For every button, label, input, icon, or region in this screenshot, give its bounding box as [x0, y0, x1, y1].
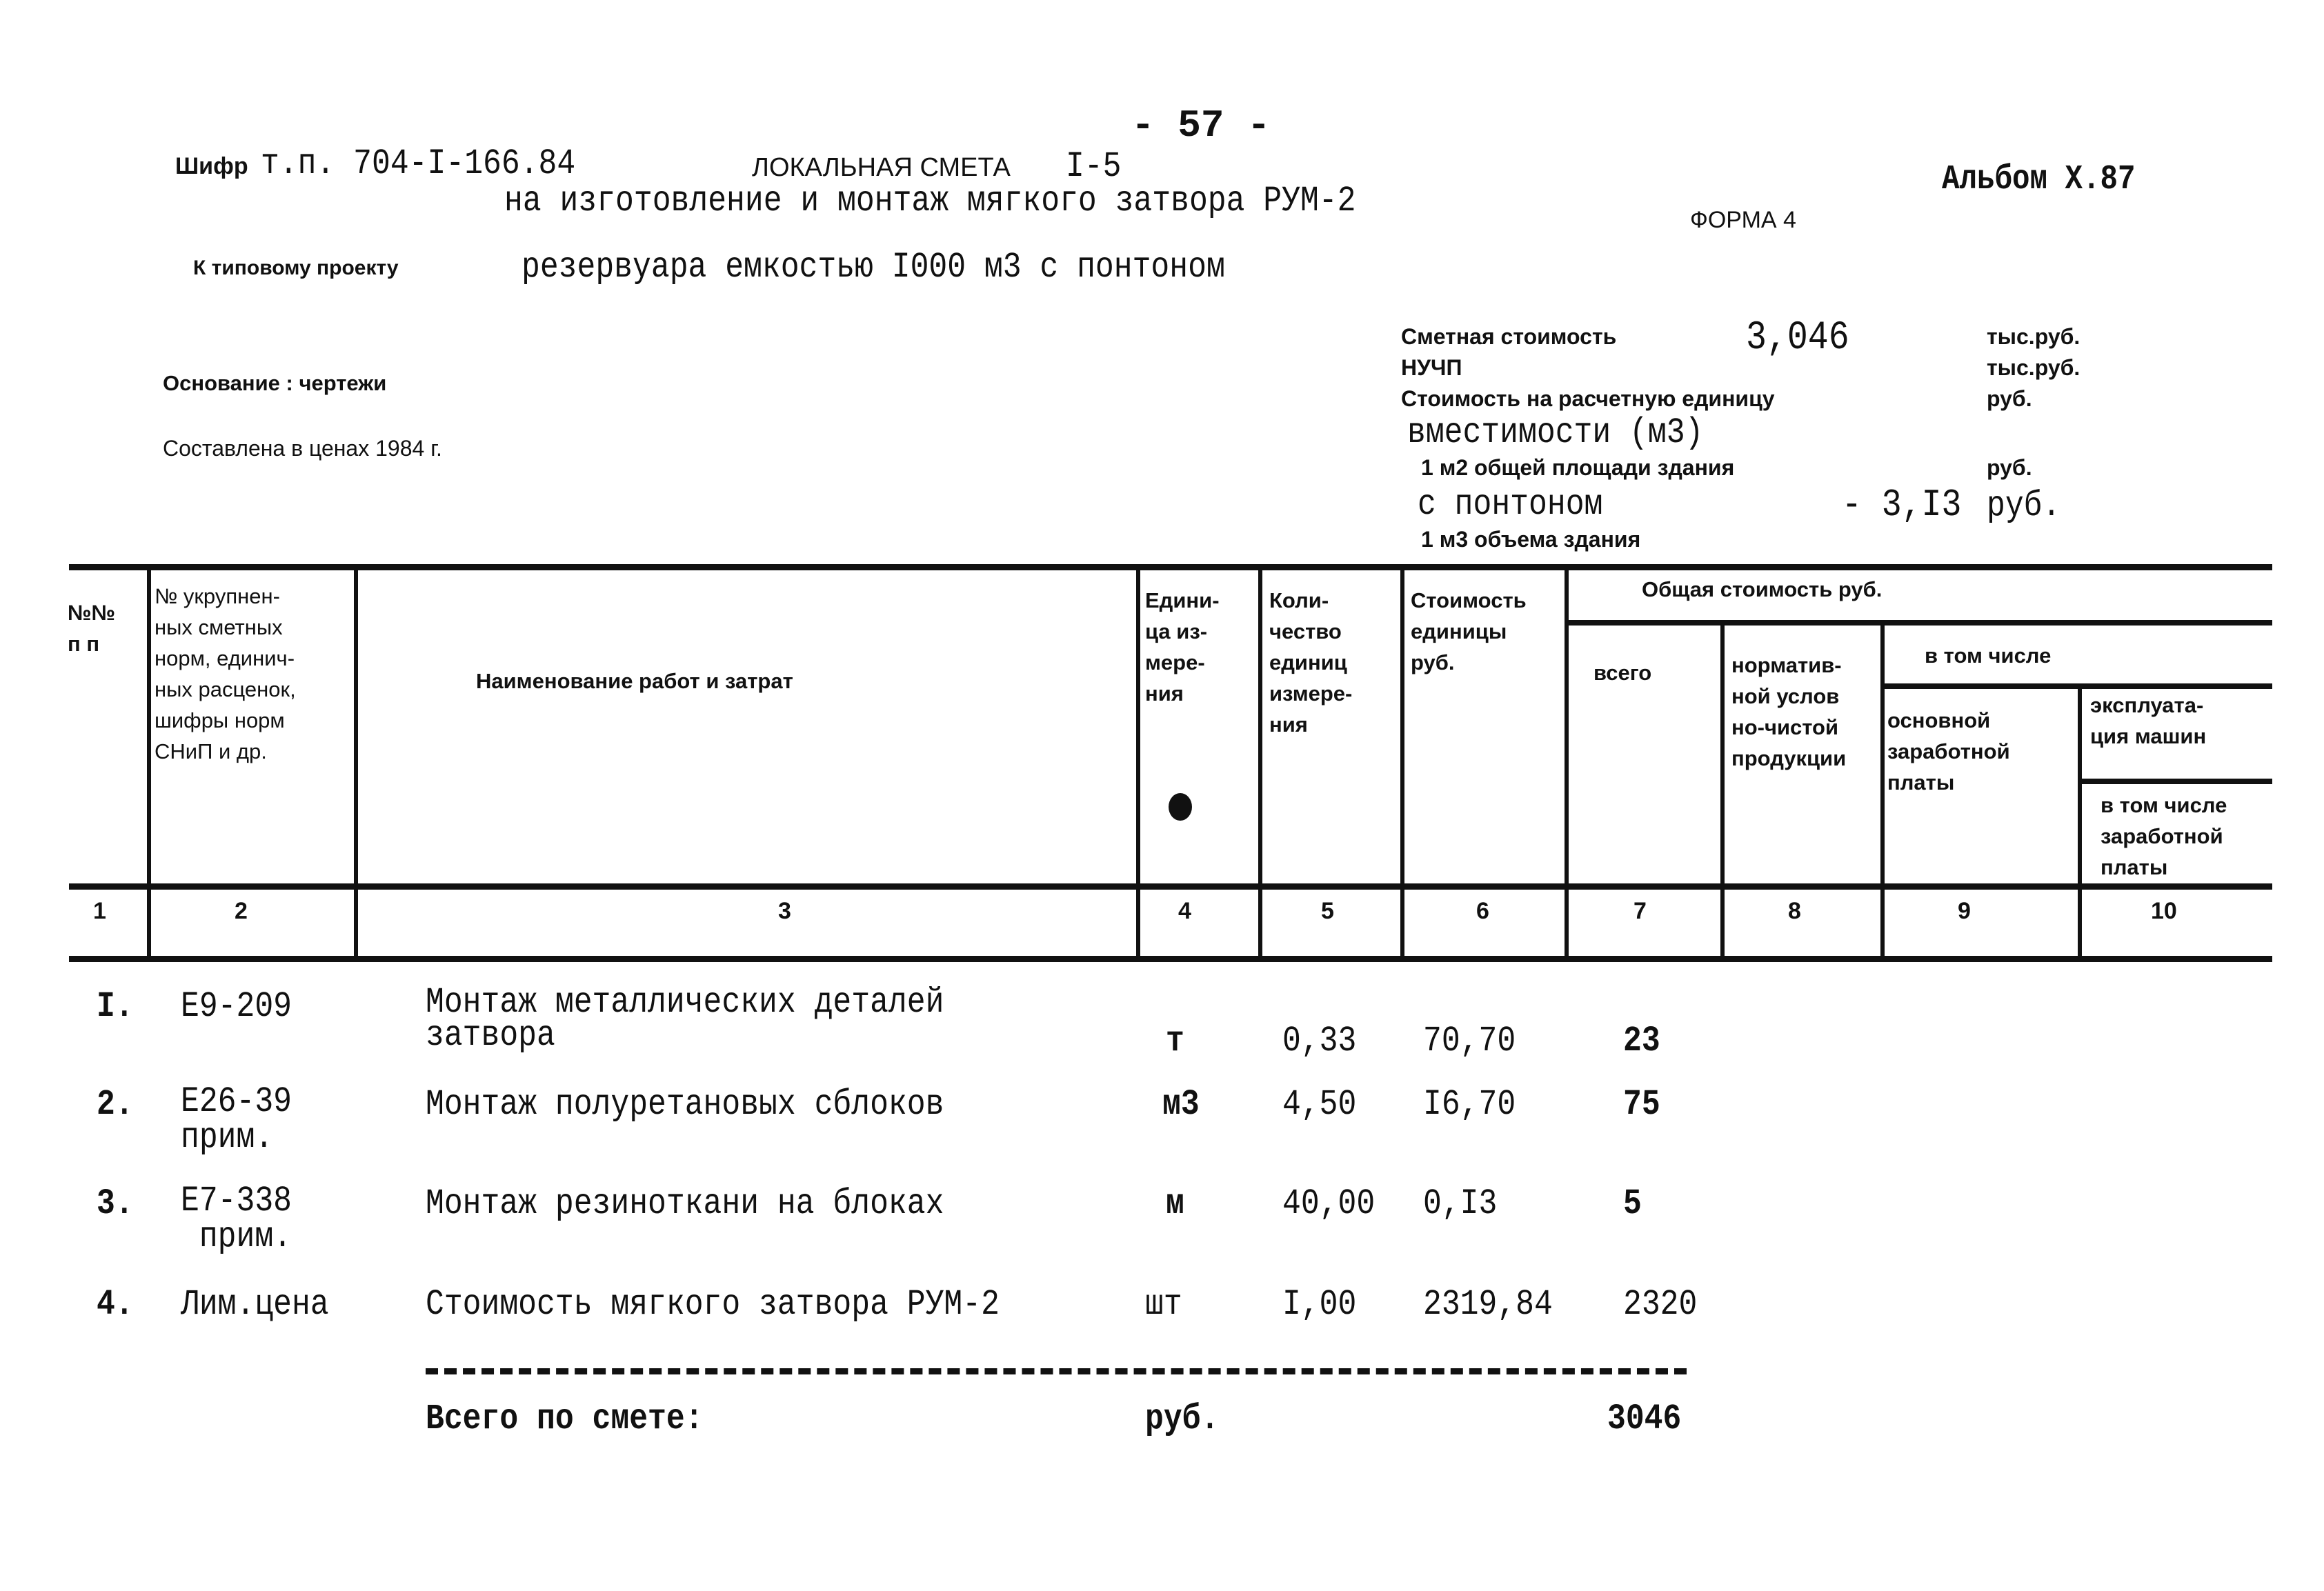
header-machine-wages: в том числе заработной платы: [2100, 793, 2227, 879]
nuchp-unit: тыс.руб.: [1987, 355, 2080, 380]
unit-cost-unit: руб.: [1987, 386, 2032, 411]
header-row-number: №№ п п: [68, 601, 116, 656]
row-quantity: 0,33: [1282, 1021, 1357, 1061]
area-unit: руб.: [1987, 455, 2032, 480]
project-label: К типовому проекту: [193, 257, 399, 279]
grand-total-unit: руб.: [1145, 1399, 1220, 1439]
header-machine-operation: эксплуата- ция машин: [2090, 693, 2207, 748]
doc-subtitle: на изготовление и монтаж мягкого затвора РУМ-2: [504, 181, 1356, 221]
total-separator: [426, 1368, 1687, 1374]
column-number: 9: [1958, 898, 1971, 924]
unit-cost-label: Стоимость на расчетную единицу: [1401, 386, 1775, 411]
column-number: 5: [1321, 898, 1334, 924]
page-number: - 57 -: [1131, 103, 1271, 148]
row-number: 2.: [97, 1084, 134, 1125]
header-including-group: в том числе: [1925, 643, 2052, 668]
cipher-value: т.п. 704-I-166.84: [261, 143, 576, 184]
estimated-cost-label: Сметная стоимость: [1401, 324, 1617, 349]
cipher-label: Шифр: [175, 153, 248, 179]
row-code: Е9-209: [181, 986, 292, 1027]
row-code: Е7-338 прим.: [181, 1181, 292, 1257]
prices-label: Составлена в ценах 1984 г.: [163, 436, 442, 461]
row-code: Лим.цена: [181, 1284, 329, 1325]
header-norm-code: № укрупнен- ных сметных норм, единич- ных расценок, шифры норм СНиП и др.: [155, 584, 296, 763]
row-unit-price: I6,70: [1423, 1084, 1516, 1125]
row-total: 5: [1623, 1183, 1642, 1224]
column-number: 6: [1476, 898, 1489, 924]
column-number: 1: [93, 898, 106, 924]
row-quantity: 4,50: [1282, 1084, 1357, 1125]
row-unit: м3: [1162, 1084, 1200, 1125]
column-number: 8: [1788, 898, 1801, 924]
grand-total-value: 3046: [1607, 1399, 1682, 1439]
nuchp-label: НУЧП: [1401, 355, 1462, 380]
header-base-wages: основной заработной платы: [1887, 708, 2010, 794]
header-unit: Едини- ца из- мере- ния: [1145, 588, 1220, 706]
header-net-production: норматив- ной услов но-чистой продукции: [1731, 653, 1847, 770]
row-name: Монтаж полуретановых сблоков: [426, 1084, 944, 1125]
row-number: 3.: [97, 1183, 134, 1224]
column-number: 3: [778, 898, 791, 924]
header-unit-price: Стоимость единицы руб.: [1411, 588, 1527, 674]
column-number: 10: [2151, 898, 2177, 924]
column-number: 4: [1178, 898, 1191, 924]
grand-total-label: Всего по смете:: [426, 1399, 704, 1439]
row-quantity: I,00: [1282, 1284, 1357, 1325]
row-number: 4.: [97, 1284, 134, 1325]
header-total-group: Общая стоимость руб.: [1642, 577, 1883, 601]
row-unit-price: 0,I3: [1423, 1183, 1498, 1224]
row-name: Монтаж металлических деталей затвора: [426, 982, 944, 1056]
area-label: 1 м2 общей площади здания: [1421, 455, 1735, 480]
project-value: резервуара емкостью I000 м3 с понтоном: [522, 247, 1225, 288]
row-unit: м: [1166, 1183, 1184, 1224]
row-total: 75: [1623, 1084, 1660, 1125]
row-code: Е26-39 прим.: [181, 1081, 292, 1158]
album-label: Альбом X.87: [1942, 160, 2136, 199]
row-unit-price: 2319,84: [1423, 1284, 1553, 1325]
row-name: Монтаж резиноткани на блоках: [426, 1183, 944, 1224]
column-number: 7: [1633, 898, 1647, 924]
row-quantity: 40,00: [1282, 1183, 1375, 1224]
row-name: Стоимость мягкого затвора РУМ-2: [426, 1284, 1000, 1325]
doc-number: I-5: [1066, 146, 1122, 187]
column-number: 2: [235, 898, 248, 924]
volume-unit: руб.: [1987, 486, 2061, 526]
row-unit: т: [1166, 1021, 1184, 1061]
form-label: ФОРМА 4: [1690, 207, 1796, 233]
volume-label: 1 м3 объема здания: [1421, 527, 1641, 552]
doc-title: ЛОКАЛЬНАЯ СМЕТА: [752, 153, 1011, 182]
row-unit-price: 70,70: [1423, 1021, 1516, 1061]
volume-value: - 3,I3: [1842, 483, 1962, 527]
capacity-overlay: вместимости (м3): [1407, 412, 1704, 453]
row-total: 23: [1623, 1021, 1660, 1061]
estimated-cost-value: 3,046: [1746, 316, 1849, 361]
header-work-name: Наименование работ и затрат: [476, 669, 793, 693]
ink-dot: [1169, 793, 1192, 821]
pontoon-overlay: с понтоном: [1418, 484, 1603, 525]
row-unit: шт: [1145, 1284, 1182, 1325]
header-total: всего: [1593, 661, 1652, 685]
row-total: 2320: [1623, 1284, 1698, 1325]
row-number: I.: [97, 986, 134, 1027]
estimated-cost-unit: тыс.руб.: [1987, 324, 2080, 349]
header-quantity: Коли- чество единиц измере- ния: [1269, 588, 1353, 737]
basis-label: Основание : чертежи: [163, 371, 387, 395]
